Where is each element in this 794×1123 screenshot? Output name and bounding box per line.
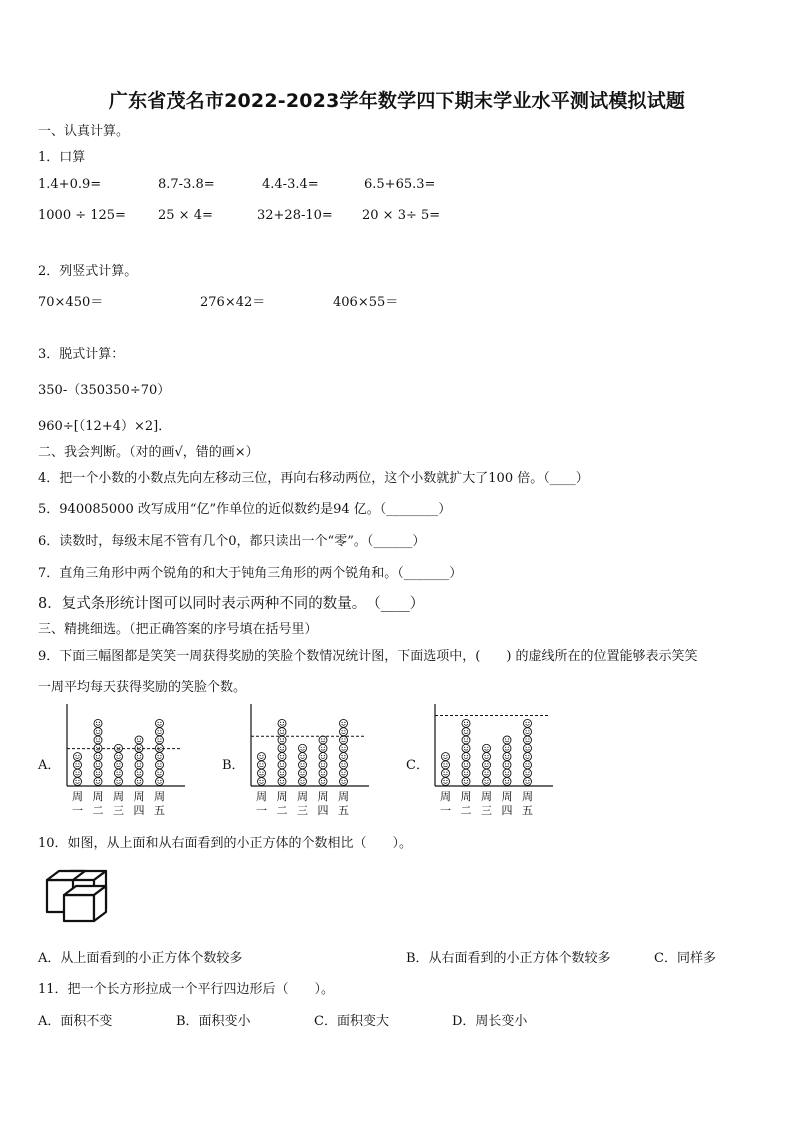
smiley-face-icon bbox=[278, 778, 286, 786]
smiley-column bbox=[503, 736, 511, 786]
section1-heading: 一、认真计算。 bbox=[38, 124, 130, 139]
question-6: 6．读数时，每级末尾不管有几个0，都只读出一个“零”。（______） bbox=[38, 534, 426, 549]
option-c-label: C． bbox=[406, 758, 429, 773]
smiley-face-icon bbox=[483, 753, 491, 761]
option-b-label: B． bbox=[222, 758, 245, 773]
smiley-face-icon bbox=[299, 744, 307, 752]
smiley-face-icon bbox=[319, 761, 327, 769]
smiley-face-icon bbox=[503, 736, 511, 744]
smiley-face-icon bbox=[74, 778, 82, 786]
smiley-face-icon bbox=[299, 778, 307, 786]
tick-label-day: 周 bbox=[133, 790, 145, 803]
tick-label-day: 二 bbox=[460, 804, 472, 817]
q11-option-c: C．面积变大 bbox=[314, 1014, 389, 1029]
tick-label-day: 三 bbox=[113, 804, 124, 817]
smiley-face-icon bbox=[94, 736, 102, 744]
smiley-face-icon bbox=[340, 761, 348, 769]
smiley-face-icon bbox=[442, 778, 450, 786]
smiley-face-icon bbox=[319, 744, 327, 752]
smiley-face-icon bbox=[524, 769, 532, 777]
smiley-face-icon bbox=[94, 753, 102, 761]
tick-label-day: 一 bbox=[72, 804, 83, 817]
question-5: 5．940085000 改写成用“亿”作单位的近似数约是94 亿。（________） bbox=[38, 502, 452, 517]
smiley-face-icon bbox=[524, 753, 532, 761]
smiley-face-icon bbox=[156, 769, 164, 777]
smiley-face-icon bbox=[156, 753, 164, 761]
smiley-face-icon bbox=[524, 719, 532, 727]
smiley-face-icon bbox=[340, 778, 348, 786]
tick-label-day: 周 bbox=[256, 790, 267, 803]
tick-label-day: 周 bbox=[338, 790, 349, 803]
q11-option-b: B．面积变小 bbox=[176, 1014, 251, 1029]
tick-label-day: 三 bbox=[297, 804, 308, 817]
smiley-face-icon bbox=[503, 761, 511, 769]
tick-label-day: 五 bbox=[522, 804, 533, 817]
question-9-line2: 一周平均每天获得奖励的笑脸个数。 bbox=[38, 680, 247, 695]
smiley-face-icon bbox=[299, 769, 307, 777]
tick-label-day: 一 bbox=[440, 804, 451, 817]
q1-item: 6.5+65.3= bbox=[364, 177, 436, 192]
smiley-face-icon bbox=[156, 719, 164, 727]
smiley-face-icon bbox=[115, 761, 123, 769]
q11-option-d: D．周长变小 bbox=[452, 1014, 528, 1029]
smiley-face-icon bbox=[340, 744, 348, 752]
q10-option-a: A．从上面看到的小正方体个数较多 bbox=[38, 951, 243, 966]
smiley-face-icon bbox=[74, 769, 82, 777]
smiley-face-icon bbox=[462, 769, 470, 777]
smiley-face-icon bbox=[258, 778, 266, 786]
q10-option-b: B．从右面看到的小正方体个数较多 bbox=[406, 951, 611, 966]
option-a-label: A． bbox=[38, 758, 61, 773]
tick-label-day: 周 bbox=[481, 790, 492, 803]
tick-label-day: 周 bbox=[317, 790, 329, 803]
cube-stack-figure bbox=[44, 868, 114, 926]
smiley-face-icon bbox=[115, 778, 123, 786]
smiley-face-icon bbox=[340, 753, 348, 761]
tick-label-day: 一 bbox=[256, 804, 267, 817]
smiley-face-icon bbox=[340, 736, 348, 744]
smiley-face-icon bbox=[278, 761, 286, 769]
question-7: 7．直角三角形中两个锐角的和大于钝角三角形的两个锐角和。（_______） bbox=[38, 566, 463, 581]
tick-label-day: 周 bbox=[522, 790, 533, 803]
smiley-column bbox=[74, 753, 82, 786]
smiley-face-icon bbox=[503, 769, 511, 777]
smiley-face-icon bbox=[340, 728, 348, 736]
smiley-face-icon bbox=[74, 761, 82, 769]
smiley-chart-b bbox=[244, 700, 374, 825]
tick-label-day: 周 bbox=[154, 790, 165, 803]
smiley-face-icon bbox=[156, 736, 164, 744]
smiley-column bbox=[278, 719, 286, 785]
smiley-face-icon bbox=[462, 744, 470, 752]
smiley-face-icon bbox=[503, 753, 511, 761]
q2-item: 70×450＝ bbox=[38, 295, 104, 310]
smiley-face-icon bbox=[524, 778, 532, 786]
smiley-face-icon bbox=[156, 778, 164, 786]
smiley-column bbox=[483, 744, 491, 785]
smiley-face-icon bbox=[442, 753, 450, 761]
smiley-face-icon bbox=[442, 761, 450, 769]
smiley-face-icon bbox=[319, 778, 327, 786]
smiley-face-icon bbox=[319, 769, 327, 777]
q1-item: 1.4+0.9= bbox=[38, 177, 102, 192]
q1-item: 8.7-3.8= bbox=[158, 177, 215, 192]
question-11: 11．把一个长方形拉成一个平行四边形后（ ）。 bbox=[38, 982, 335, 997]
smiley-face-icon bbox=[94, 769, 102, 777]
tick-label-day: 三 bbox=[481, 804, 492, 817]
smiley-face-icon bbox=[135, 736, 143, 744]
question-8: 8．复式条形统计图可以同时表示两种不同的数量。 （____） bbox=[38, 596, 425, 612]
section3-heading: 三、精挑细选。（把正确答案的序号填在括号里） bbox=[38, 622, 318, 637]
q1-item: 1000 ÷ 125= bbox=[38, 208, 126, 223]
tick-label-day: 四 bbox=[133, 804, 145, 817]
smiley-face-icon bbox=[524, 728, 532, 736]
smiley-face-icon bbox=[462, 778, 470, 786]
smiley-face-icon bbox=[278, 753, 286, 761]
smiley-column bbox=[319, 736, 327, 786]
tick-label-day: 周 bbox=[440, 790, 451, 803]
question-9-line1: 9．下面三幅图都是笑笑一周获得奖励的笑脸个数情况统计图，下面选项中，( ) 的虚线所在的位置能够表示笑笑 bbox=[38, 649, 698, 664]
smiley-face-icon bbox=[462, 719, 470, 727]
smiley-face-icon bbox=[94, 778, 102, 786]
q1-item: 4.4-3.4= bbox=[262, 177, 319, 192]
smiley-face-icon bbox=[94, 719, 102, 727]
smiley-column bbox=[462, 719, 470, 785]
smiley-face-icon bbox=[503, 778, 511, 786]
smiley-column bbox=[340, 719, 348, 785]
smiley-face-icon bbox=[442, 769, 450, 777]
smiley-face-icon bbox=[278, 769, 286, 777]
q3-item: 960÷[（12+4）×2]． bbox=[38, 419, 172, 434]
tick-label-day: 五 bbox=[338, 804, 349, 817]
tick-label-day: 四 bbox=[317, 804, 329, 817]
q2-item: 276×42＝ bbox=[200, 295, 266, 310]
smiley-face-icon bbox=[524, 736, 532, 744]
tick-label-day: 二 bbox=[92, 804, 104, 817]
smiley-face-icon bbox=[135, 769, 143, 777]
smiley-face-icon bbox=[258, 769, 266, 777]
tick-label-day: 周 bbox=[92, 790, 104, 803]
smiley-face-icon bbox=[258, 761, 266, 769]
section2-heading: 二、我会判断。（对的画√，错的画×） bbox=[38, 445, 259, 460]
smiley-column bbox=[524, 719, 532, 785]
smiley-column bbox=[115, 744, 123, 785]
question-10: 10．如图，从上面和从右面看到的小正方体的个数相比（ ）。 bbox=[38, 836, 413, 851]
q2-item: 406×55＝ bbox=[333, 295, 399, 310]
smiley-face-icon bbox=[340, 769, 348, 777]
smiley-face-icon bbox=[340, 719, 348, 727]
smiley-face-icon bbox=[156, 728, 164, 736]
smiley-column bbox=[442, 753, 450, 786]
question-4: 4．把一个小数的小数点先向左移动三位，再向右移动两位，这个小数就扩大了100 倍。（____） bbox=[38, 471, 589, 486]
smiley-face-icon bbox=[278, 719, 286, 727]
smiley-face-icon bbox=[462, 753, 470, 761]
smiley-face-icon bbox=[483, 769, 491, 777]
smiley-face-icon bbox=[135, 761, 143, 769]
smiley-face-icon bbox=[156, 761, 164, 769]
smiley-face-icon bbox=[94, 728, 102, 736]
smiley-face-icon bbox=[524, 744, 532, 752]
q1-item: 25 × 4= bbox=[158, 208, 213, 223]
smiley-face-icon bbox=[278, 736, 286, 744]
smiley-face-icon bbox=[258, 753, 266, 761]
smiley-face-icon bbox=[483, 761, 491, 769]
page-title: 广东省茂名市2022-2023学年数学四下期末学业水平测试模拟试题 bbox=[108, 90, 686, 112]
q2-label: 2．列竖式计算。 bbox=[38, 264, 138, 279]
tick-label-day: 周 bbox=[72, 790, 83, 803]
smiley-face-icon bbox=[462, 736, 470, 744]
smiley-face-icon bbox=[483, 778, 491, 786]
q1-item: 32+28-10= bbox=[257, 208, 333, 223]
tick-label-day: 周 bbox=[460, 790, 472, 803]
q3-item: 350-（350350÷70） bbox=[38, 383, 171, 398]
smiley-face-icon bbox=[299, 753, 307, 761]
smiley-face-icon bbox=[135, 753, 143, 761]
smiley-face-icon bbox=[319, 753, 327, 761]
smiley-face-icon bbox=[524, 761, 532, 769]
q10-option-c: C．同样多 bbox=[654, 951, 716, 966]
tick-label-day: 二 bbox=[276, 804, 288, 817]
smiley-column bbox=[156, 719, 164, 785]
tick-label-day: 四 bbox=[501, 804, 513, 817]
smiley-face-icon bbox=[74, 753, 82, 761]
q1-item: 20 × 3÷ 5= bbox=[362, 208, 441, 223]
smiley-face-icon bbox=[462, 728, 470, 736]
smiley-face-icon bbox=[278, 728, 286, 736]
tick-label-day: 周 bbox=[297, 790, 308, 803]
smiley-face-icon bbox=[94, 761, 102, 769]
smiley-chart-c bbox=[428, 700, 558, 825]
smiley-face-icon bbox=[115, 769, 123, 777]
smiley-column bbox=[94, 719, 102, 785]
tick-label-day: 周 bbox=[276, 790, 288, 803]
smiley-face-icon bbox=[462, 761, 470, 769]
q1-label: 1．口算 bbox=[38, 150, 86, 165]
smiley-face-icon bbox=[319, 736, 327, 744]
smiley-face-icon bbox=[278, 744, 286, 752]
smiley-face-icon bbox=[483, 744, 491, 752]
tick-label-day: 五 bbox=[154, 804, 165, 817]
smiley-chart-a bbox=[60, 700, 190, 825]
smiley-face-icon bbox=[135, 778, 143, 786]
q3-label: 3．脱式计算： bbox=[38, 347, 125, 362]
q11-option-a: A．面积不变 bbox=[38, 1014, 113, 1029]
smiley-column bbox=[258, 753, 266, 786]
smiley-face-icon bbox=[115, 753, 123, 761]
tick-label-day: 周 bbox=[501, 790, 513, 803]
smiley-face-icon bbox=[299, 761, 307, 769]
smiley-column bbox=[135, 736, 143, 786]
smiley-face-icon bbox=[503, 744, 511, 752]
smiley-column bbox=[299, 744, 307, 785]
tick-label-day: 周 bbox=[113, 790, 124, 803]
